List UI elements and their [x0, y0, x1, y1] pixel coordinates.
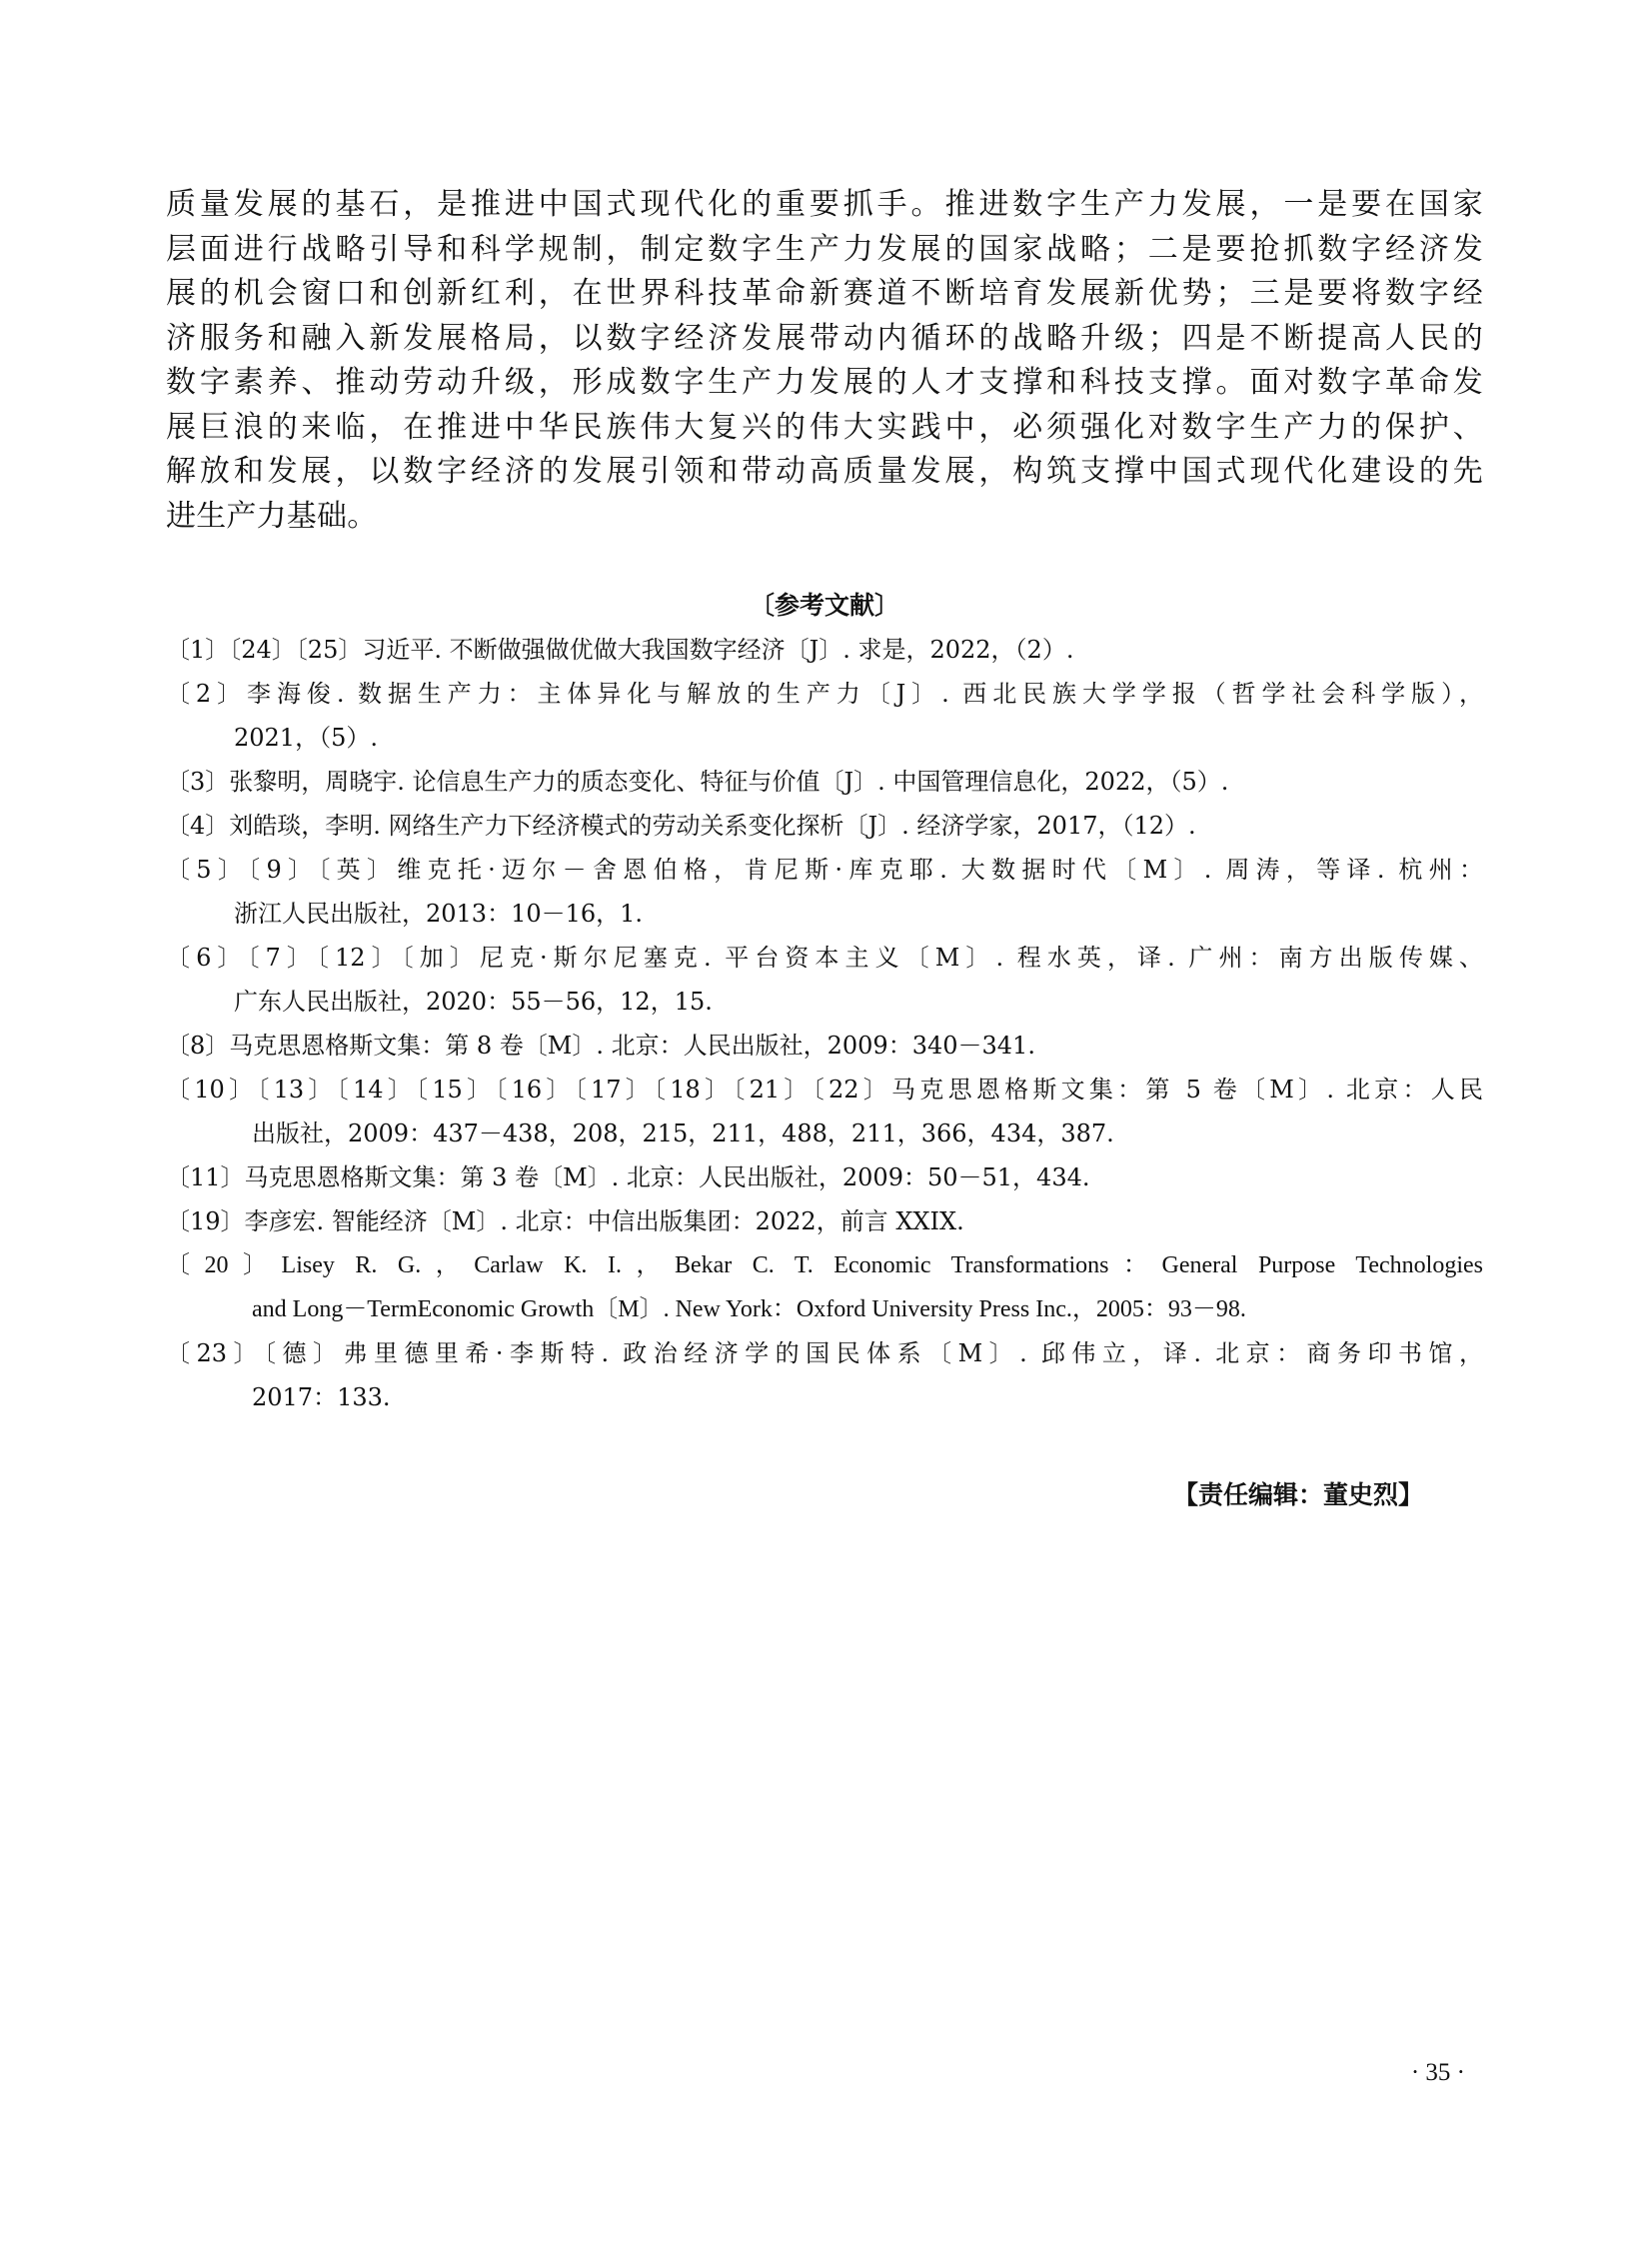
reference-line-continued: 2017：133. — [252, 1383, 391, 1411]
reference-item — [166, 1331, 1483, 1419]
reference-line-continued: and Long－TermEconomic Growth〔M〕. New York：Oxford University Press Inc.，2005：93－98. — [252, 1296, 1246, 1322]
body-line: 展的机会窗口和创新红利，在世界科技革命新赛道不断培育发展新优势；三是要将数字经 — [166, 276, 1483, 311]
reference-line: 〔6〕〔7〕〔12〕〔加〕尼克·斯尔尼塞克. 平台资本主义〔M〕. 程水英，译. 广州：南方出版传媒、 — [166, 944, 1483, 972]
reference-item — [166, 1068, 1483, 1155]
reference-line: 〔2〕李海俊. 数据生产力：主体异化与解放的生产力〔J〕. 西北民族大学学报（哲学社会科学版）， — [166, 680, 1483, 708]
reference-item — [166, 1155, 1483, 1199]
body-line: 进生产力基础。 — [166, 498, 378, 534]
body-line: 层面进行战略引导和科学规制，制定数字生产力发展的国家战略；二是要抢抓数字经济发 — [166, 231, 1483, 267]
reference-item — [166, 672, 1483, 760]
reference-item — [166, 1024, 1483, 1068]
reference-line: 〔4〕刘皓琰，李明. 网络生产力下经济模式的劳动关系变化探析〔J〕. 经济学家，2017，（12）. — [166, 812, 1196, 840]
reference-item — [166, 804, 1483, 848]
references-heading: 〔参考文献〕 — [749, 591, 899, 620]
page-number: · 35 · — [1410, 2059, 1465, 2086]
body-paragraph — [166, 183, 1483, 539]
body-line: 展巨浪的来临，在推进中华民族伟大复兴的伟大实践中，必须强化对数字生产力的保护、 — [166, 409, 1483, 445]
reference-line-continued: 广东人民出版社，2020：55－56，12，15. — [234, 988, 713, 1016]
reference-item — [166, 936, 1483, 1024]
reference-line: 〔10〕〔13〕〔14〕〔15〕〔16〕〔17〕〔18〕〔21〕〔22〕马克思恩格斯文集：第 5 卷〔M〕. 北京：人民 — [166, 1076, 1483, 1104]
reference-line: 〔3〕张黎明，周晓宇. 论信息生产力的质态变化、特征与价值〔J〕. 中国管理信息化，2022，（5）. — [166, 768, 1229, 796]
reference-item — [166, 628, 1483, 672]
responsible-editor: 【责任编辑：董史烈】 — [1172, 1480, 1423, 1509]
reference-line: 〔23〕〔德〕弗里德里希·李斯特. 政治经济学的国民体系〔M〕. 邱伟立，译. 北京：商务印书馆， — [166, 1339, 1483, 1367]
body-line: 质量发展的基石，是推进中国式现代化的重要抓手。推进数字生产力发展，一是要在国家 — [166, 187, 1483, 222]
reference-list — [166, 628, 1483, 1419]
reference-line: 〔11〕马克思恩格斯文集：第 3 卷〔M〕. 北京：人民出版社，2009：50－51，434. — [166, 1163, 1090, 1191]
reference-line: 〔5〕〔9〕〔英〕维克托·迈尔－舍恩伯格，肯尼斯·库克耶. 大数据时代〔M〕. 周涛，等译. 杭州： — [166, 856, 1483, 884]
reference-item — [166, 848, 1483, 936]
reference-line-continued: 浙江人民出版社，2013：10－16，1. — [234, 900, 644, 928]
body-line: 济服务和融入新发展格局，以数字经济发展带动内循环的战略升级；四是不断提高人民的 — [166, 320, 1483, 356]
reference-line: 〔1〕〔24〕〔25〕习近平. 不断做强做优做大我国数字经济〔J〕. 求是，2022，（2）. — [166, 636, 1074, 664]
body-line: 数字素养、推动劳动升级，形成数字生产力发展的人才支撑和科技支撑。面对数字革命发 — [166, 365, 1483, 400]
reference-item — [166, 1243, 1483, 1331]
reference-line: 〔19〕李彦宏. 智能经济〔M〕. 北京：中信出版集团：2022，前言 XXIX. — [166, 1207, 964, 1235]
reference-line-continued: 出版社，2009：437－438，208，215，211，488，211，366，434，387. — [252, 1120, 1114, 1147]
reference-line-continued: 2021，（5）. — [234, 724, 378, 752]
body-line: 解放和发展，以数字经济的发展引领和带动高质量发展，构筑支撑中国式现代化建设的先 — [166, 454, 1483, 489]
reference-line: 〔20〕Lisey R. G.，Carlaw K. I.，Bekar C. T. Economic Transformations：General Purpose Technologies — [166, 1252, 1483, 1278]
document-page — [166, 0, 1483, 2243]
reference-item — [166, 760, 1483, 804]
reference-line: 〔8〕马克思恩格斯文集：第 8 卷〔M〕. 北京：人民出版社，2009：340－341. — [166, 1032, 1035, 1060]
reference-item — [166, 1199, 1483, 1243]
